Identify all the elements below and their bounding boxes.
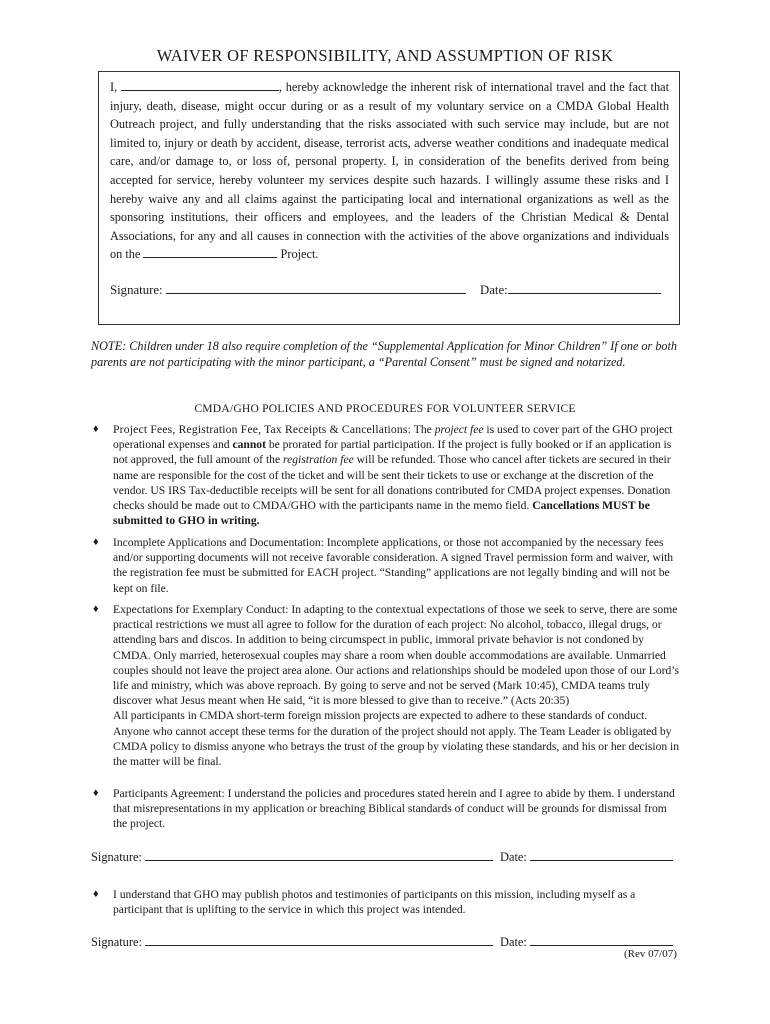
policy-fees [91,422,681,528]
waiver-date-label: Date: [480,283,508,297]
bullet-icon: ♦ [93,787,99,799]
photos-date-field: Date: [500,933,673,950]
agreement-date-field: Date: [500,848,673,865]
agreement-signature-field: Signature: [91,848,493,865]
agreement-date-line[interactable] [530,848,673,861]
waiver-signature-line[interactable] [166,281,466,294]
bullet-icon: ♦ [93,888,99,900]
policy-conduct [91,602,681,769]
minor-note: NOTE: Children under 18 also require completion of the “Supplemental Application for Minor Children” If one or both parents are not participating with the minor participant, a “Parental Consent” must be signed and notarized. [91,339,677,369]
waiver-date-field [480,281,661,298]
policy-agreement-text: Participants Agreement: I understand the policies and procedures stated herein and I agree to abide by them. I understand that misrepresentations in my application or breaching Biblical standards of conduct will be grounds for dismissal from the project. [113,787,675,831]
bullet-icon: ♦ [93,423,99,435]
agreement-signature-line[interactable] [145,848,493,861]
waiver-text: I, , hereby acknowledge the inherent risk of international travel and the fact that injury, death, disease, might occur during or as a result of my voluntary service on a CMDA Global Health Outreach project, and fully understanding that the risks associated with such service may include, but are not limited to, injury or death by accident, disease, terrorist acts, adverse weather conditions and inadequate medical care, and/or damage to, or loss of, personal property. I, in consideration of the benefits derived from being accepted for service, hereby volunteer my services despite such hazards. I willingly assume these risks and I hereby waive any and all claims against the participating local and international organizations as well as the sponsoring institutions, their officers and employees, and the leaders of the Christian Medical & Dental Associations, for any and all causes in connection with the activities of the above organizations and individuals on the Project. [110,80,670,262]
policy-conduct-text: Expectations for Exemplary Conduct: In adapting to the contextual expectations of those we seek to serve, there are some practical restrictions we must all agree to follow for the duration of each project: No alcohol, tobacco, illegal drugs, or attending bars and discos. In addition to being circumspect in public, immoral private behavior is not condoned by CMDA. Only married, heterosexual couples may share a room when double accommodations are available. Unmarried couples should not leave the project area alone. Our actions and relationships should be modeled upon those of our Lord’s life and ministry, which was above reproach. By going to serve and not be served (Mark 10:45), CMDA teams truly discover what Jesus meant when He said, “it is more blessed to give than to receive.” (Acts 20:35) All participants in CMDA short-term foreign mission projects are expected to adhere to these standards of conduct. Anyone who cannot accept these terms for the duration of the project should not apply. The Team Leader is obligated by CMDA policy to dismiss anyone who betrays the trust of the group by violating these standards, and his or her decision in the matter will be final. [113,603,680,769]
policy-photos [91,887,681,917]
policy-fees-text: Project Fees, Registration Fee, Tax Receipts & Cancellations: The project fee is used to cover part of the GHO project operational expenses and cannot be prorated for partial participation. If the project is fully booked or if an application is not approved, the full amount of the registration fee will be refunded. Those who cancel after tickets are secured in their name are responsible for the cost of the ticket and will be sent their tickets to use or exchange at the discretion of the vendor. US IRS Tax-deductible receipts will be sent for all donations contributed for CMDA project expenses. Donation checks should be made out to CMDA/GHO with the participants name in the memo field. Cancellations MUST be submitted to GHO in writing. [113,423,673,528]
name-blank[interactable] [121,78,279,91]
policy-agreement [91,786,681,832]
photos-signature-field: Signature: [91,933,493,950]
photos-date-line[interactable] [530,933,673,946]
policy-incomplete-text: Incomplete Applications and Documentation: Incomplete applications, or those not accompanied by the necessary fees and/or supporting documents will not receive favorable consideration. A signed Travel permission form and waiver, with the registration fee must be submitted for EACH project. “Standing” applications are not legally binding and will not be kept on file. [113,536,674,595]
waiver-signature-field [110,281,466,298]
policy-incomplete [91,535,681,596]
project-blank[interactable] [143,245,277,258]
policy-photos-text: I understand that GHO may publish photos and testimonies of participants on this mission, including myself as a participant that is uplifting to the service in which this project was intended. [113,888,636,917]
photos-signature-line[interactable] [145,933,493,946]
revision-label: (Rev 07/07) [624,948,677,960]
policies-heading: CMDA/GHO POLICIES AND PROCEDURES FOR VOLUNTEER SERVICE [194,402,576,415]
document-title: WAIVER OF RESPONSIBILITY, AND ASSUMPTION OF RISK [156,46,614,65]
bullet-icon: ♦ [93,536,99,548]
waiver-signature-label: Signature: [110,283,163,297]
waiver-box [98,71,680,325]
waiver-date-line[interactable] [508,281,661,294]
bullet-icon: ♦ [93,603,99,615]
